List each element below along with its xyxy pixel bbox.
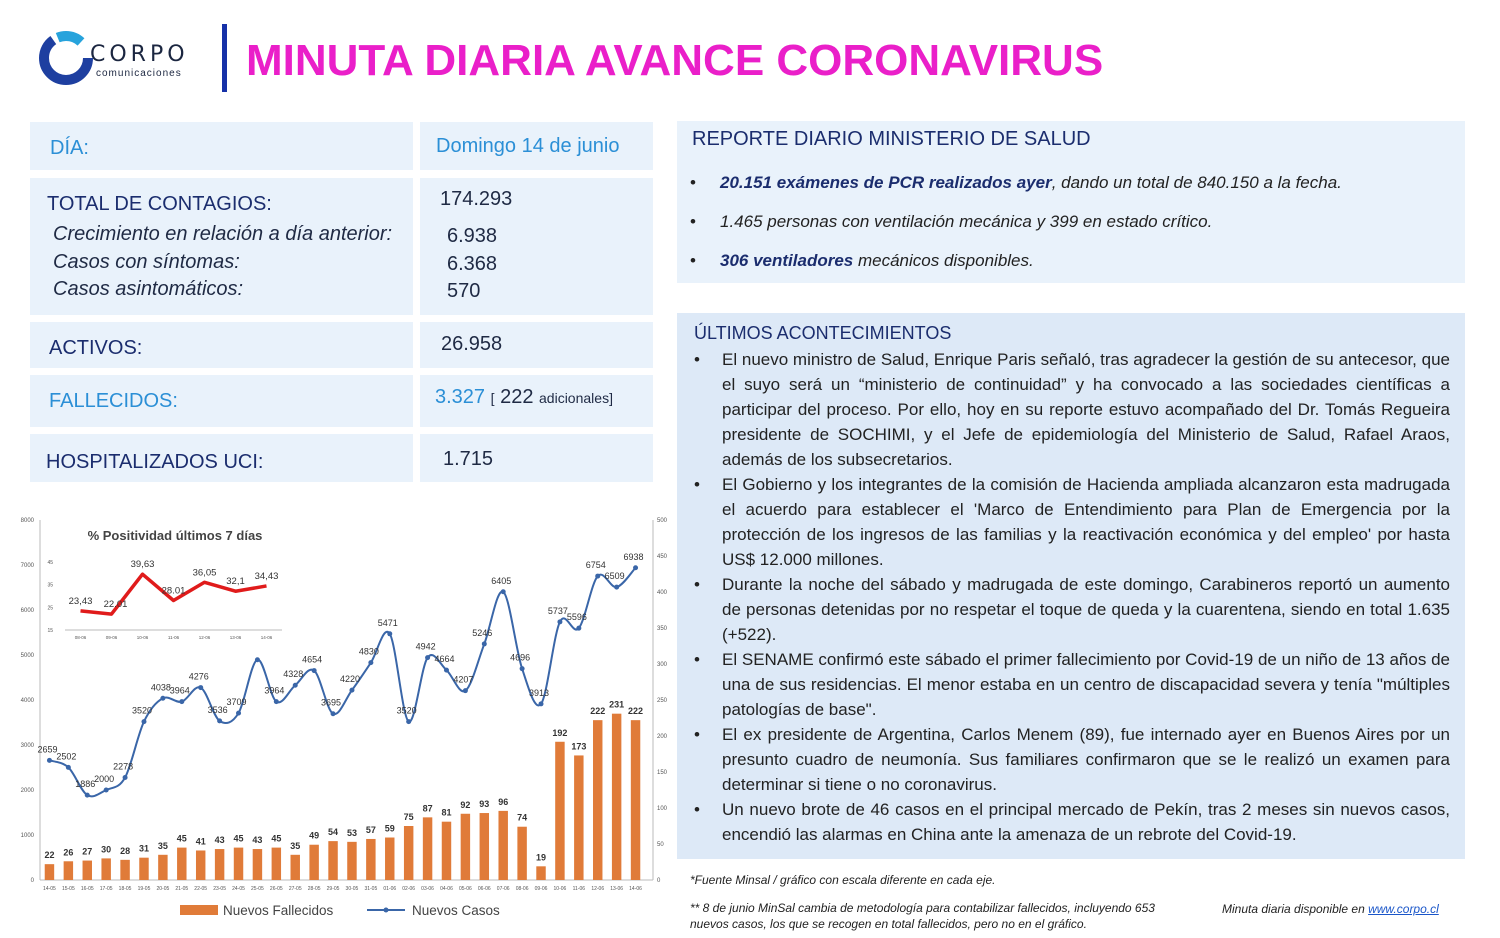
left-tick-label: 0 [30,878,34,884]
bar-fallecidos [461,814,470,880]
inset-x-tick-label: 12-06 [198,635,211,640]
point-nuevos-casos [633,565,638,570]
inset-x-tick-label: 14-06 [260,635,273,640]
left-tick-label: 3000 [20,743,34,749]
point-label: 3964 [264,685,285,696]
right-tick-label: 350 [657,626,668,632]
inset-tick-label: 35 [47,582,53,589]
bar-label: 54 [328,827,339,838]
inset-point-label: 22.01 [103,599,128,611]
left-tick-label: 8000 [20,518,34,524]
x-tick-label: 31-05 [364,886,378,892]
bar-fallecidos [64,861,73,880]
left-tick-label: 4000 [20,698,34,704]
point-nuevos-casos [406,719,411,724]
point-label: 3520 [396,705,417,716]
right-tick-label: 100 [657,806,668,812]
bar-label: 49 [309,830,320,841]
bar-fallecidos [45,864,54,880]
dia-label: DÍA: [50,137,89,159]
left-tick-label: 7000 [20,563,34,569]
bar-label: 35 [157,840,168,851]
asintomaticos-value: 570 [447,280,481,302]
bar-label: 59 [384,823,395,834]
point-nuevos-casos [104,788,109,793]
event-item-carabineros: • Durante la noche del sábado y madrugada de este domingo, Carabineros reportó un aumento de personas detenidas por no respetar el toque de queda y la cuarentena, siendo en total 1.635 (+522). [690,572,1450,647]
point-nuevos-casos [217,718,222,723]
right-tick-label: 400 [657,590,668,596]
inset-tick-label: 25 [47,605,53,612]
x-tick-label: 14-05 [43,886,56,892]
bar-label: 87 [422,803,433,814]
point-label: 6509 [604,571,625,582]
point-nuevos-casos [66,765,71,770]
bar-fallecidos [196,850,205,880]
x-tick-label: 17-05 [99,886,113,892]
cases-deaths-chart [0,500,670,938]
right-tick-label: 200 [657,734,668,740]
x-tick-label: 10-06 [553,886,567,892]
right-tick-label: 450 [657,554,668,560]
fallecidos-value-line [435,386,613,409]
point-label: 4207 [453,674,474,685]
x-tick-label: 30-05 [345,886,359,892]
bar-fallecidos [158,855,167,880]
bar-label: 92 [460,799,471,810]
sintomas-label: Casos con síntomas: [53,251,240,273]
bar-fallecidos [385,838,394,880]
x-tick-label: 20-05 [156,886,170,892]
bar-fallecidos [215,849,224,880]
point-label: 5471 [377,617,398,628]
point-nuevos-casos [293,683,298,688]
report-title: REPORTE DIARIO MINISTERIO DE SALUD [692,128,1091,150]
bar-label: 45 [176,833,187,844]
bar-label: 28 [120,845,131,856]
header-divider [222,24,227,92]
crecimiento-value: 6.938 [447,225,498,247]
x-tick-label: 24-05 [232,886,245,892]
point-label: 6405 [491,575,512,586]
bar-label: 93 [479,799,490,810]
inset-x-tick-label: 13-06 [229,635,242,640]
right-tick-label: 0 [657,878,661,884]
left-tick-label: 2000 [20,788,34,794]
x-tick-label: 12-06 [591,886,605,892]
bar-label: 81 [441,807,452,818]
inset-point-label: 39,63 [130,559,155,571]
point-label: 4328 [283,669,304,680]
event-item-sename: • El SENAME confirmó este sábado el primer fallecimiento por Covid-19 de un niño de 13 años de una de sus residencias. El menor estaba en un centro de discapacidad severa y tenía "múltiples patologías de base". [690,647,1450,722]
point-nuevos-casos [614,585,619,590]
point-label: 2502 [56,751,77,762]
legend-fallecidos-label: Nuevos Fallecidos [223,903,334,918]
point-label: 2659 [37,744,58,755]
point-nuevos-casos [482,641,487,646]
bar-label: 31 [138,843,149,854]
bar-fallecidos [253,849,262,880]
corpo-logo-icon [38,30,94,86]
left-tick-label: 1000 [20,833,34,839]
legend-casos-marker [384,908,389,913]
point-label: 3520 [131,705,152,716]
point-nuevos-casos [539,701,544,706]
inset-point-label: 23,43 [68,595,93,607]
point-nuevos-casos [198,685,203,690]
minuta-text: Minuta diaria disponible en [1222,902,1369,916]
corpo-link[interactable]: www.corpo.cl [1368,902,1439,916]
event-item-hacienda: • El Gobierno y los integrantes de la comisión de Hacienda ampliada alcanzaron esta madrugada el acuerdo para establecer el 'Marco de Entendimiento para Plan de Emergencia por la protección de los ingresos de las familias y la reactivación económica y del empleo' por hasta US$ 12.000 millones. [690,472,1450,572]
right-tick-label: 500 [657,518,668,524]
x-tick-label: 21-05 [175,886,189,892]
x-tick-label: 09-06 [534,886,548,892]
uci-value: 1.715 [443,448,494,470]
bar-fallecidos [423,817,432,880]
point-label: 4220 [339,674,360,685]
report-item-ventilacion-text: 1.465 personas con ventilación mecánica y 399 en estado crítico. [720,212,1213,231]
methodology-note: ** 8 de junio MinSal cambia de metodología para contabilizar fallecidos, incluyendo 653 nuevos casos, los que se recogen en total fallecidos, pero no en el gráfico. [690,901,1155,931]
bar-fallecidos [498,811,507,880]
fallecidos-value: 3.327 [435,386,486,408]
inset-x-tick-label: 08-06 [74,635,87,640]
x-tick-label: 01-06 [383,886,397,892]
point-label: 3536 [207,704,228,715]
point-label: 4942 [415,641,436,652]
x-tick-label: 04-06 [440,886,453,892]
x-tick-label: 26-05 [269,886,283,892]
bar-label: 222 [628,706,644,717]
point-nuevos-casos [576,626,581,631]
bar-fallecidos [631,720,640,880]
bar-fallecidos [366,839,375,880]
x-tick-label: 22-05 [194,886,208,892]
bar-fallecidos [480,813,489,880]
report-item-pcr-bold: 20.151 exámenes de PCR realizados ayer [720,173,1052,192]
logo-subtitle: comunicaciones [96,68,182,79]
bar-fallecidos [309,845,318,880]
point-nuevos-casos [274,699,279,704]
x-tick-label: 15-05 [61,886,75,892]
activos-label: ACTIVOS: [49,337,143,359]
point-label: 3695 [321,697,342,708]
point-nuevos-casos [179,699,184,704]
asintomaticos-label: Casos asintomáticos: [53,278,244,300]
point-nuevos-casos [387,631,392,636]
bar-label: 45 [233,833,244,844]
crecimiento-label: Crecimiento en relación a día anterior: [53,223,393,245]
bar-fallecidos [612,714,621,880]
bar-label: 27 [82,846,93,857]
total-value: 174.293 [440,188,513,210]
point-label: 4276 [188,671,209,682]
bar-fallecidos [234,848,243,880]
point-label: 4038 [150,682,171,693]
bar-label: 74 [517,812,528,823]
point-label: 4696 [510,652,531,663]
bar-label: 96 [498,796,509,807]
bar-fallecidos [536,866,545,880]
x-tick-label: 27-05 [288,886,302,892]
x-tick-label: 19-05 [137,886,151,892]
report-item-ventiladores: • 306 ventiladores mecánicos disponibles. [690,251,1034,270]
inset-point-label: 36,05 [192,567,217,579]
point-nuevos-casos [368,660,373,665]
inset-point-label: 28.01 [161,585,186,597]
bar-label: 231 [609,699,625,710]
point-label: 3709 [226,697,247,708]
x-tick-label: 08-06 [515,886,529,892]
bar-label: 43 [252,835,263,846]
bar-fallecidos [291,855,300,880]
bar-label: 53 [346,827,357,838]
point-nuevos-casos [255,657,260,662]
point-nuevos-casos [141,719,146,724]
bar-fallecidos [404,826,413,880]
inset-x-tick-label: 11-06 [167,635,180,640]
activos-value: 26.958 [441,333,503,355]
report-item-ventilacion: • 1.465 personas con ventilación mecánica y 399 en estado crítico. [690,212,1213,231]
point-label: 2000 [94,774,115,784]
x-tick-label: 14-06 [629,886,642,892]
point-nuevos-casos [312,668,317,673]
fallecidos-adicionales-num: 222 [500,386,534,408]
inset-title: % Positividad últimos 7 días [87,528,263,543]
bar-label: 19 [536,852,547,863]
left-tick-label: 6000 [20,608,34,614]
x-tick-label: 29-05 [326,886,340,892]
point-nuevos-casos [444,668,449,673]
report-item-pcr-rest: , dando un total de 840.150 a la fecha. [1051,173,1342,192]
x-tick-label: 16-05 [80,886,94,892]
point-label: 1886 [75,779,96,790]
point-label: 4664 [434,654,455,665]
point-label: 3913 [529,687,550,698]
total-label: TOTAL DE CONTAGIOS: [47,193,272,215]
x-tick-label: 06-06 [477,886,491,892]
bar-label: 43 [214,835,225,846]
minuta-note [1222,902,1439,916]
point-nuevos-casos [236,711,241,716]
source-note: *Fuente Minsal / gráfico con escala diferente en cada eje. [690,873,996,887]
bar-fallecidos [83,861,92,880]
point-label: 5737 [547,605,568,616]
point-nuevos-casos [520,666,525,671]
point-label: 5596 [566,612,587,623]
bar-fallecidos [120,860,129,880]
bar-label: 41 [195,836,206,847]
bar-label: 26 [63,847,74,858]
point-label: 6938 [623,551,644,562]
fallecidos-adicionales-text: adicionales] [539,390,613,406]
point-nuevos-casos [595,574,600,579]
x-tick-label: 18-05 [118,886,132,892]
point-label: 5246 [472,627,493,638]
logo-wordmark: CORPO [90,42,189,67]
x-tick-label: 25-05 [251,886,264,892]
point-label: 3964 [169,685,190,696]
x-tick-label: 03-06 [421,886,434,892]
bar-fallecidos [177,848,186,880]
point-label: 6754 [585,560,606,571]
right-tick-label: 300 [657,662,668,668]
point-nuevos-casos [123,775,128,780]
inset-x-tick-label: 09-06 [105,635,118,640]
page-title: MINUTA DIARIA AVANCE CORONAVIRUS [246,36,1104,85]
point-nuevos-casos [501,589,506,594]
fallecidos-bracket: [ [490,390,495,406]
x-tick-label: 11-06 [572,886,586,892]
point-nuevos-casos [85,793,90,798]
bar-label: 192 [552,727,568,738]
event-item-ministro: • El nuevo ministro de Salud, Enrique Paris señaló, tras agradecer la gestión de su antecesor, que el suyo será un “ministerio de continuidad” y ha convocado a las sociedades científicas a participar del proceso. Por ello, hoy en su reporte estuvo acompañado del Dr. Tomás Regueira presidente de SOCHIMI, y el Jefe de epidemiología del Ministerio de Salud, Rafael Araos, además de los subsecretarios. [690,347,1450,472]
bar-fallecidos [328,841,337,880]
uci-label: HOSPITALIZADOS UCI: [46,451,264,473]
bar-fallecidos [101,858,110,880]
bar-label: 222 [590,706,606,717]
bar-label: 75 [403,812,414,822]
point-label: 4654 [302,654,323,665]
x-tick-label: 23-05 [213,886,227,892]
bar-label: 45 [271,833,282,844]
bar-label: 30 [101,844,112,855]
events-title: ÚLTIMOS ACONTECIMIENTOS [694,323,952,343]
right-tick-label: 250 [657,698,668,704]
report-item-pcr: • 20.151 exámenes de PCR realizados ayer, dando un total de 840.150 a la fecha. [690,173,1342,192]
legend-fallecidos-swatch [180,905,218,915]
report-item-ventiladores-bold: 306 ventiladores [720,251,854,270]
bar-fallecidos [555,742,564,880]
inset-tick-label: 15 [47,628,53,634]
point-nuevos-casos [160,696,165,701]
left-tick-label: 5000 [20,653,34,659]
inset-point-label: 32,1 [226,576,245,588]
point-nuevos-casos [463,688,468,693]
right-tick-label: 50 [657,842,664,848]
fallecidos-label: FALLECIDOS: [49,390,178,412]
x-tick-label: 05-06 [458,886,472,892]
point-label: 4830 [358,646,379,657]
point-nuevos-casos [349,688,354,693]
bar-fallecidos [139,858,148,880]
point-nuevos-casos [425,655,430,660]
bar-fallecidos [272,848,281,880]
point-nuevos-casos [47,758,52,763]
bar-label: 173 [571,741,587,752]
bar-label: 57 [365,824,376,835]
events-list [690,347,1450,847]
event-item-menem: • El ex presidente de Argentina, Carlos Menem (89), fue internado ayer en Buenos Aires por un presunto cuadro de neumonía. Sus familiares confirmaron que se le realizó un examen para determinar si tiene o no coronavirus. [690,722,1450,797]
point-nuevos-casos [557,619,562,624]
inset-tick-label: 45 [47,560,53,566]
bar-label: 35 [290,840,301,851]
bar-fallecidos [574,755,583,880]
sintomas-value: 6.368 [447,253,498,275]
bar-fallecidos [347,842,356,880]
bar-fallecidos [593,720,602,880]
x-tick-label: 28-05 [307,886,321,892]
point-nuevos-casos [331,711,336,716]
event-item-pekin: • Un nuevo brote de 46 casos en el principal mercado de Pekín, tras 2 meses sin nuevos casos, encendió las alarmas en China ante la amenaza de un rebrote del Covid-19. [690,797,1450,847]
bar-fallecidos [517,827,526,880]
x-tick-label: 13-06 [610,886,624,892]
bar-label: 22 [44,850,55,861]
report-item-ventiladores-rest: mecánicos disponibles. [853,251,1034,270]
bar-fallecidos [442,822,451,880]
inset-x-tick-label: 10-06 [136,635,149,640]
point-label: 2278 [113,761,134,772]
legend-casos-label: Nuevos Casos [412,903,500,918]
x-tick-label: 07-06 [496,886,510,892]
right-tick-label: 150 [657,770,668,776]
dia-value: Domingo 14 de junio [436,135,620,157]
inset-point-label: 34,43 [254,570,279,582]
x-tick-label: 02-06 [402,886,416,892]
